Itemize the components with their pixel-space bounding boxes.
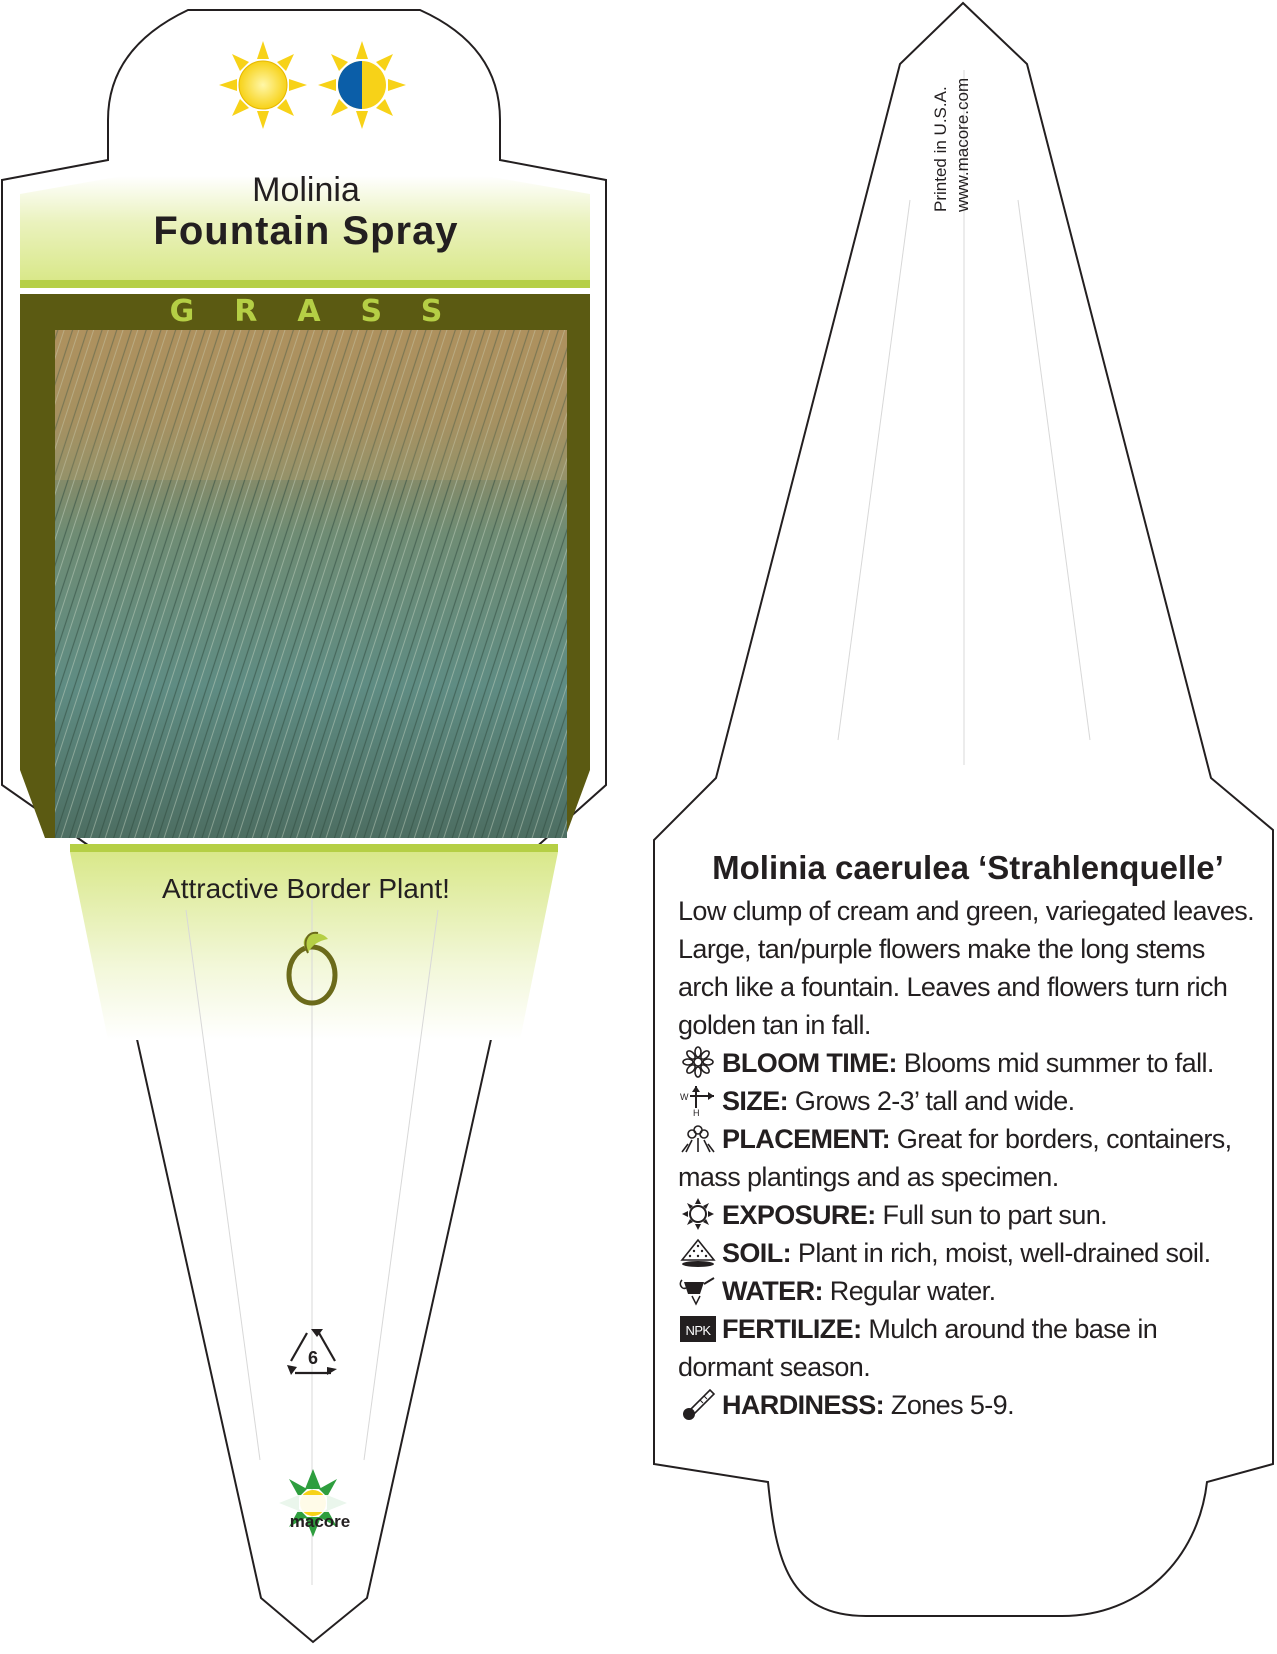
hardiness-label: HARDINESS: — [722, 1390, 885, 1420]
placement-label: PLACEMENT: — [722, 1124, 890, 1154]
flower-icon — [678, 1046, 718, 1078]
exposure-label: EXPOSURE: — [722, 1200, 876, 1230]
placement-value: Great for borders, containers, mass plantings and as specimen. — [678, 1124, 1232, 1192]
size-value: Grows 2-3’ tall and wide. — [794, 1086, 1075, 1116]
printed-website: www.macore.com — [953, 77, 972, 212]
svg-text:NPK: NPK — [685, 1323, 711, 1338]
water-value: Regular water. — [829, 1276, 996, 1306]
full-sun-icon — [219, 41, 307, 129]
water-label: WATER: — [722, 1276, 823, 1306]
plant-cultivar-name: Fountain Spray — [153, 209, 459, 253]
care-info — [678, 848, 1258, 1424]
part-sun-icon — [318, 41, 406, 129]
fertilize-label: FERTILIZE: — [722, 1314, 862, 1344]
recycle-code: 6 — [307, 1348, 318, 1368]
exposure-value: Full sun to part sun. — [882, 1200, 1108, 1230]
sun-icon — [678, 1198, 718, 1230]
npk-icon — [678, 1312, 718, 1344]
attr-fertilize — [678, 1310, 1258, 1386]
soil-value: Plant in rich, moist, well-drained soil. — [797, 1238, 1211, 1268]
size-arrows-icon — [678, 1084, 718, 1116]
watering-can-icon — [678, 1274, 718, 1306]
attr-water — [678, 1272, 1258, 1310]
printed-info — [930, 78, 974, 212]
size-label: SIZE: — [722, 1086, 789, 1116]
bloom-time-label: BLOOM TIME: — [722, 1048, 897, 1078]
tagline: Attractive Border Plant! — [162, 873, 450, 904]
bloom-time-value: Blooms mid summer to fall. — [903, 1048, 1214, 1078]
thermometer-icon — [678, 1388, 718, 1420]
attr-exposure — [678, 1196, 1258, 1234]
lime-rule — [20, 280, 590, 288]
soil-label: SOIL: — [722, 1238, 791, 1268]
attr-placement — [678, 1120, 1258, 1196]
attr-hardiness — [678, 1386, 1258, 1424]
fertilize-value: Mulch around the base in dormant season. — [678, 1314, 1158, 1382]
hardiness-value: Zones 5-9. — [890, 1390, 1014, 1420]
latin-name: Molinia caerulea ‘Strahlenquelle’ — [712, 849, 1224, 886]
plant-genus: Molinia — [252, 171, 360, 209]
soil-icon — [678, 1236, 718, 1268]
plant-description: Low clump of cream and green, variegated leaves. Large, tan/purple flowers make the long stems arch like a fountain. Leaves and flowers turn rich golden tan in fall. — [678, 896, 1255, 1040]
attr-bloom-time — [678, 1044, 1258, 1082]
svg-text:W: W — [680, 1092, 688, 1102]
placement-icon — [678, 1122, 718, 1154]
attr-size — [678, 1082, 1258, 1120]
brand-name: macore — [289, 1512, 351, 1531]
plant-category: GRASS — [169, 294, 483, 329]
attr-soil — [678, 1234, 1258, 1272]
printed-country: Printed in U.S.A. — [931, 86, 950, 212]
svg-text:H: H — [693, 1108, 699, 1116]
